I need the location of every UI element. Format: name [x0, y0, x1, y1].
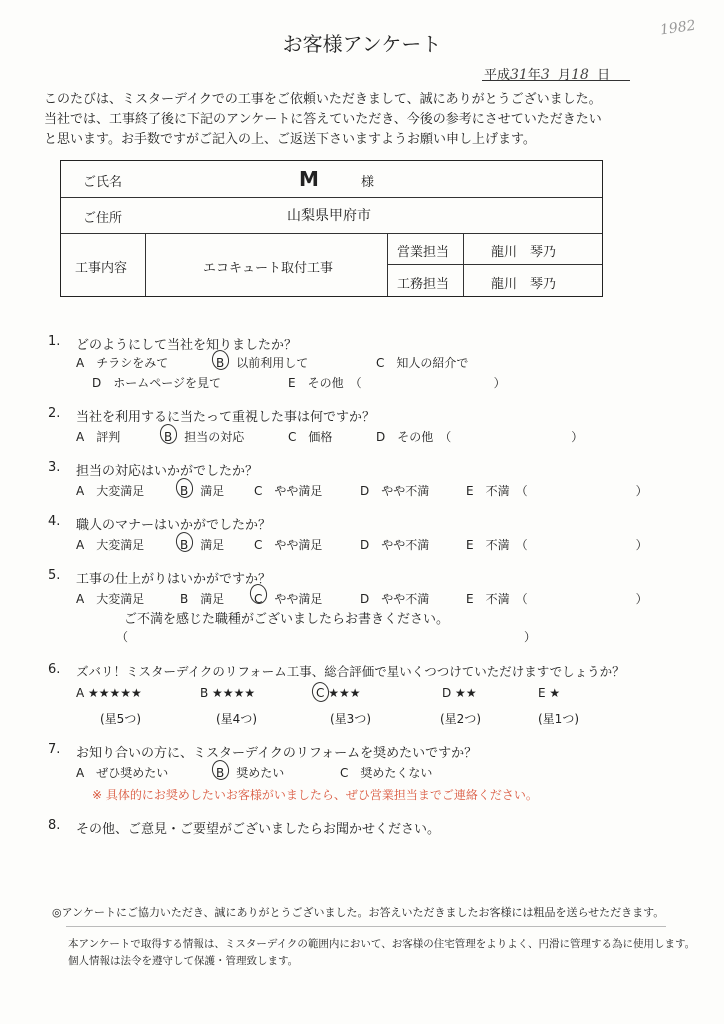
customer-info-table — [60, 160, 603, 297]
option-b: B 以前利用して — [216, 356, 309, 370]
date-day-label: 日 — [597, 68, 611, 83]
question-number: 8. — [48, 818, 61, 833]
intro-line: このたびは、ミスターデイクでの工事をご依頼いただきまして、誠にありがとうございました。 — [44, 92, 602, 107]
date-era: 平成 — [484, 68, 511, 83]
question-number: 6. — [48, 662, 61, 677]
option-e: E 不満 （ ） — [466, 484, 648, 498]
table-divider — [387, 264, 602, 265]
option-e: E その他 （ ） — [288, 376, 506, 390]
rating-option-c: C ★★★ — [316, 686, 361, 700]
question-text: ズバリ！ミスターデイクのリフォーム工事、総合評価で星いくつつけていただけますでしょうか？ — [76, 664, 625, 679]
rating-option-d: D ★★ — [442, 686, 477, 700]
rating-sublabel: (星2つ) — [440, 712, 481, 726]
option-b: B 奨めたい — [216, 766, 285, 780]
intro-line: 当社では、工事終了後に下記のアンケートに答えていただき、今後の参考にさせていただきたい — [44, 112, 602, 127]
privacy-line: 本アンケートで取得する情報は、ミスターデイクの範囲内において、お客様の住宅管理をよりよく、円滑に管理する為に使用します。 — [68, 938, 696, 950]
question-number: 4. — [48, 514, 61, 529]
followup-prompt: ご不満を感じた職種がございましたらお書きください。 — [124, 612, 450, 627]
option-a: A ぜひ奨めたい — [76, 766, 169, 780]
question-text: どのようにして当社を知りましたか？ — [76, 338, 298, 353]
engineering-label: 工務担当 — [397, 277, 450, 292]
option-a: A チラシをみて — [76, 356, 169, 370]
date-day: 18 — [571, 67, 589, 83]
date-year: 31 — [510, 67, 528, 83]
survey-title: お客様アンケート — [282, 32, 442, 56]
name-value: M — [299, 167, 319, 191]
address-value: 山梨県甲府市 — [287, 208, 371, 224]
question-text: 職人のマナーはいかがでしたか？ — [76, 518, 272, 533]
question-number: 7. — [48, 742, 61, 757]
option-a: A 大変満足 — [76, 484, 145, 498]
work-label: 工事内容 — [75, 261, 128, 276]
table-divider — [61, 233, 602, 234]
date-month: 3 — [540, 67, 550, 83]
option-c: C やや満足 — [254, 538, 323, 552]
footer-divider — [66, 926, 666, 927]
table-divider — [145, 233, 146, 296]
rating-option-a: A ★★★★★ — [76, 686, 142, 700]
option-b: B 満足 — [180, 484, 225, 498]
option-c: C やや満足 — [254, 484, 323, 498]
question-number: 5. — [48, 568, 61, 583]
question-number: 1. — [48, 334, 61, 349]
rating-sublabel: (星5つ) — [100, 712, 141, 726]
name-label: ご氏名 — [83, 175, 123, 190]
intro-line: と思います。お手数ですがご記入の上、ご返送下さいますようお願い申し上げます。 — [44, 132, 536, 147]
table-divider — [387, 233, 388, 296]
sales-label: 営業担当 — [397, 245, 450, 260]
address-label: ご住所 — [83, 211, 123, 226]
option-b: B 満足 — [180, 592, 225, 606]
date-underline — [482, 80, 630, 81]
option-a: A 大変満足 — [76, 538, 145, 552]
intro-text — [44, 90, 684, 150]
question-number: 2. — [48, 406, 61, 421]
option-d: D やや不満 — [360, 538, 430, 552]
question-text: 当社を利用するに当たって重視した事は何ですか？ — [76, 410, 376, 425]
option-e: E 不満 （ ） — [466, 592, 648, 606]
footer-thanks: ◎アンケートにご協力いただき、誠にありがとうございました。お答えいただきましたお客様には粗品を送らせただきます。 — [52, 906, 665, 919]
option-c: C 知人の紹介で — [376, 356, 469, 370]
followup-blank: （ ） — [116, 630, 537, 644]
privacy-line: 個人情報は法令を遵守して保護・管理致します。 — [68, 955, 299, 967]
option-d: D その他 （ ） — [376, 430, 584, 444]
option-b: B 満足 — [180, 538, 225, 552]
table-divider — [61, 197, 602, 198]
rating-sublabel: (星4つ) — [216, 712, 257, 726]
option-d: D ホームページを見て — [92, 376, 222, 390]
question-text: お知り合いの方に、ミスターデイクのリフォームを奨めたいですか？ — [76, 746, 478, 761]
rating-sublabel: (星3つ) — [330, 712, 371, 726]
selection-circle — [310, 680, 331, 703]
referral-note: ※ 具体的にお奨めしたいお客様がいましたら、ぜひ営業担当までご連絡ください。 — [92, 788, 538, 802]
question-text: 担当の対応はいかがでしたか？ — [76, 464, 259, 479]
footer-privacy — [68, 936, 695, 970]
engineering-value: 龍川 琴乃 — [491, 277, 557, 292]
option-d: D やや不満 — [360, 484, 430, 498]
rating-option-b: B ★★★★ — [200, 686, 256, 700]
handwritten-corner-number: 1982 — [659, 17, 697, 39]
option-e: E 不満 （ ） — [466, 538, 648, 552]
date-month-label: 月 — [558, 68, 572, 83]
question-text: その他、ご意見・ご要望がございましたらお聞かせください。 — [76, 822, 441, 837]
name-suffix: 様 — [361, 175, 375, 190]
question-number: 3. — [48, 460, 61, 475]
option-c: C やや満足 — [254, 592, 323, 606]
option-b: B 担当の対応 — [164, 430, 245, 444]
question-text: 工事の仕上がりはいかがですか？ — [76, 572, 272, 587]
date-year-label: 年 — [527, 68, 541, 83]
work-value: エコキュート取付工事 — [203, 261, 334, 276]
option-a: A 評判 — [76, 430, 121, 444]
option-c: C 奨めたくない — [340, 766, 433, 780]
table-divider — [463, 233, 464, 296]
sales-value: 龍川 琴乃 — [491, 245, 557, 260]
option-c: C 価格 — [288, 430, 333, 444]
option-a: A 大変満足 — [76, 592, 145, 606]
rating-option-e: E ★ — [538, 686, 561, 700]
option-d: D やや不満 — [360, 592, 430, 606]
rating-sublabel: (星1つ) — [538, 712, 579, 726]
